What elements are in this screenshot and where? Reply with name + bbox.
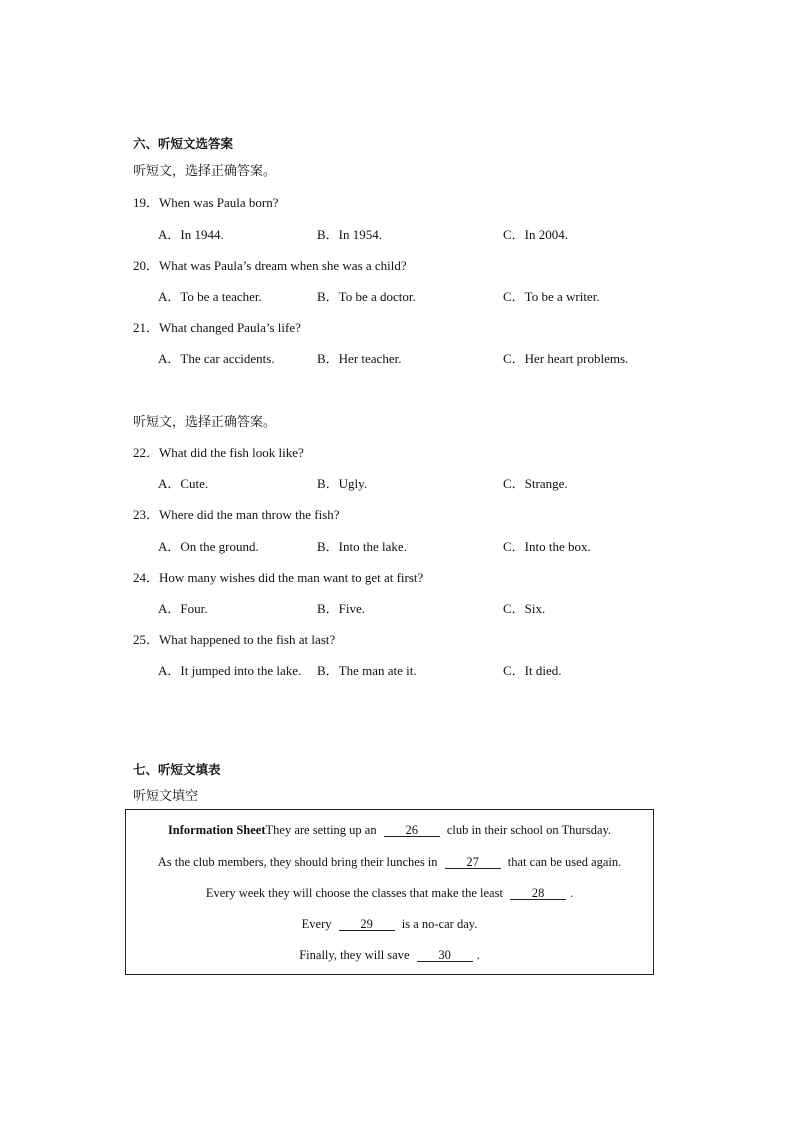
row-text: They are setting up an bbox=[265, 823, 377, 837]
q25-option-b: B．The man ate it. bbox=[317, 663, 417, 678]
information-sheet-box bbox=[125, 809, 654, 975]
question-text: What changed Paula’s life? bbox=[159, 320, 301, 335]
q23-option-c: C．Into the box. bbox=[503, 539, 591, 554]
q20-option-b: B．To be a doctor. bbox=[317, 289, 416, 304]
q19-option-c: C．In 2004. bbox=[503, 227, 569, 242]
question-24 bbox=[133, 567, 423, 586]
q25-option-c: C．It died. bbox=[503, 663, 562, 678]
row-text: Every week they will choose the classes that make the least bbox=[205, 886, 503, 900]
section-7-heading: 七、听短文填表 bbox=[133, 762, 221, 777]
question-number: 20． bbox=[133, 258, 160, 273]
q22-option-b: B．Ugly. bbox=[317, 476, 368, 491]
row-text: . bbox=[476, 948, 480, 962]
question-number: 21． bbox=[133, 320, 160, 335]
row-text: . bbox=[570, 886, 574, 900]
blank-27[interactable]: 27 bbox=[445, 856, 501, 869]
row-text: club in their school on Thursday. bbox=[446, 823, 612, 837]
sheet-title: Information Sheet bbox=[167, 823, 266, 837]
question-text: When was Paula born? bbox=[159, 195, 279, 210]
q21-option-a: A．The car accidents. bbox=[158, 351, 275, 366]
question-number: 22． bbox=[133, 445, 160, 460]
question-text: What was Paula’s dream when she was a child? bbox=[159, 258, 407, 273]
q25-option-a: A．It jumped into the lake. bbox=[158, 663, 302, 678]
q24-option-b: B．Five. bbox=[317, 601, 366, 616]
row-text: that can be used again. bbox=[507, 855, 622, 869]
row-text: As the club members, they should bring their lunches in bbox=[157, 855, 438, 869]
blank-26[interactable]: 26 bbox=[384, 824, 440, 837]
q21-option-c: C．Her heart problems. bbox=[503, 351, 629, 366]
sheet-row-1 bbox=[126, 823, 653, 838]
section-6-heading: 六、听短文选答案 bbox=[133, 136, 234, 151]
question-22 bbox=[133, 442, 304, 461]
q22-option-c: C．Strange. bbox=[503, 476, 568, 491]
sheet-row-2 bbox=[126, 855, 653, 870]
q23-option-b: B．Into the lake. bbox=[317, 539, 407, 554]
question-number: 25． bbox=[133, 632, 160, 647]
q19-option-b: B．In 1954. bbox=[317, 227, 383, 242]
sheet-row-5 bbox=[126, 948, 653, 963]
q24-option-c: C．Six. bbox=[503, 601, 546, 616]
blank-30[interactable]: 30 bbox=[417, 949, 473, 962]
question-19 bbox=[133, 192, 279, 211]
question-23 bbox=[133, 504, 340, 523]
question-text: Where did the man throw the fish? bbox=[159, 507, 340, 522]
sheet-row-4 bbox=[126, 917, 653, 932]
question-number: 23． bbox=[133, 507, 160, 522]
q19-option-a: A．In 1944. bbox=[158, 227, 224, 242]
row-text: is a no-car day. bbox=[401, 917, 478, 931]
q22-option-a: A．Cute. bbox=[158, 476, 209, 491]
question-text: How many wishes did the man want to get at first? bbox=[159, 570, 424, 585]
question-number: 24． bbox=[133, 570, 160, 585]
question-text: What happened to the fish at last? bbox=[159, 632, 336, 647]
sheet-row-3 bbox=[126, 886, 653, 901]
passage-2-instruction: 听短文，选择正确答案。 bbox=[133, 415, 277, 430]
question-25 bbox=[133, 629, 335, 648]
question-20 bbox=[133, 255, 407, 274]
question-text: What did the fish look like? bbox=[159, 445, 304, 460]
q21-option-b: B．Her teacher. bbox=[317, 351, 402, 366]
q23-option-a: A．On the ground. bbox=[158, 539, 259, 554]
q24-option-a: A．Four. bbox=[158, 601, 208, 616]
passage-1-instruction: 听短文，选择正确答案。 bbox=[133, 164, 277, 179]
blank-28[interactable]: 28 bbox=[510, 887, 566, 900]
q20-option-c: C．To be a writer. bbox=[503, 289, 600, 304]
blank-29[interactable]: 29 bbox=[339, 918, 395, 931]
row-text: Every bbox=[301, 917, 332, 931]
row-text: Finally, they will save bbox=[299, 948, 410, 962]
question-number: 19． bbox=[133, 195, 160, 210]
section-7-instruction: 听短文填空 bbox=[133, 789, 199, 804]
question-21 bbox=[133, 317, 301, 336]
q20-option-a: A．To be a teacher. bbox=[158, 289, 262, 304]
